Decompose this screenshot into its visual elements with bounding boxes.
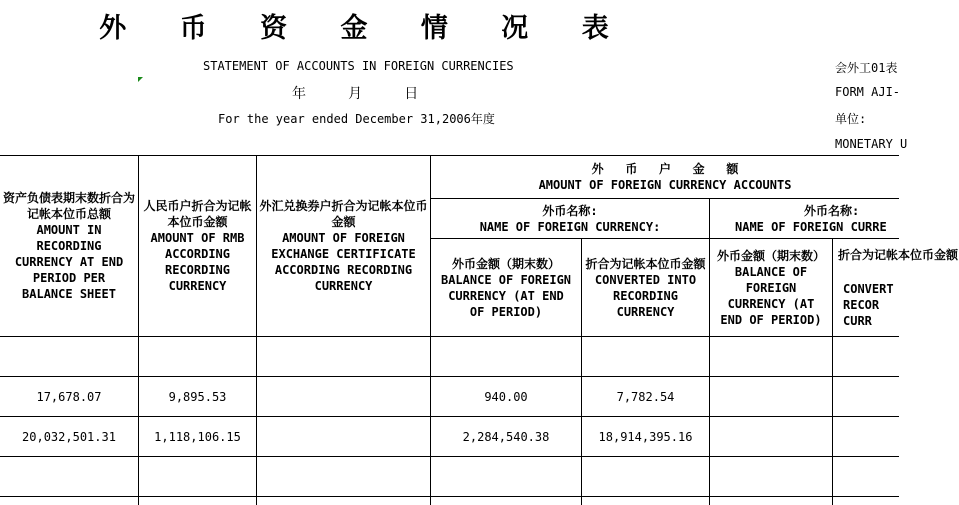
cell-fec-amount[interactable]	[257, 337, 430, 376]
header-currency-name-2-en: NAME OF FOREIGN CURRE	[735, 220, 887, 234]
cell-fc-converted-2[interactable]	[833, 337, 899, 376]
header-currency-name-1	[431, 199, 709, 238]
cell-fc-balance-1[interactable]	[431, 337, 581, 376]
cell-fc-balance-1[interactable]: 2,284,540.38	[462, 429, 550, 444]
cell-fc-balance-2[interactable]	[710, 417, 832, 456]
cell-fc-balance-1[interactable]: 940.00	[484, 389, 528, 404]
header-converted-1-en: CONVERTED INTO RECORDING CURRENCY	[594, 272, 697, 319]
cell-total-amount[interactable]: 17,678.07	[36, 389, 102, 404]
cell-comment-marker	[138, 77, 143, 82]
cell-rmb-amount[interactable]	[139, 457, 256, 496]
cell-fec-amount[interactable]	[257, 377, 430, 416]
cell-fc-balance-2[interactable]	[710, 337, 832, 376]
cell-fec-amount[interactable]	[257, 417, 430, 456]
cell-total-amount[interactable]	[0, 337, 138, 376]
form-number: 会外工01表	[835, 61, 898, 75]
cell-fc-converted-2[interactable]	[833, 457, 899, 496]
header-balance-1-en: BALANCE OF FOREIGN CURRENCY (AT END OF PERIOD)	[440, 272, 572, 319]
unit-label: 单位:	[835, 112, 867, 126]
page-title: 外 币 资 金 情 况 表	[99, 13, 631, 44]
header-fec-amount-cn: 外汇兑换券户折合为记帐本位币金额	[259, 199, 428, 229]
header-rmb-amount	[139, 156, 256, 336]
header-balance-1-cn: 外币金额（期末数）	[451, 256, 560, 271]
header-fc-group-cn: 外 币 户 金 额	[591, 162, 739, 176]
header-balance-2-cn: 外币金额（期末数）	[716, 248, 825, 263]
header-converted-2	[833, 239, 958, 336]
cell-fc-converted-2[interactable]	[833, 377, 899, 416]
cell-fc-converted-1[interactable]	[582, 457, 709, 496]
header-rmb-amount-en: AMOUNT OF RMB ACCORDING RECORDING CURRENCY	[150, 231, 245, 293]
header-converted-1	[582, 239, 709, 336]
header-foreign-currency-group	[431, 156, 899, 198]
cell-rmb-amount[interactable]: 9,895.53	[168, 389, 227, 404]
cell-fc-balance-1[interactable]	[431, 457, 581, 496]
cell-fec-amount[interactable]	[257, 457, 430, 496]
cell-rmb-amount[interactable]	[139, 337, 256, 376]
cell-fc-converted-1[interactable]: 18,914,395.16	[598, 429, 693, 444]
header-rmb-amount-cn: 人民币户折合为记帐本位币金额	[143, 199, 252, 229]
subtitle-en: STATEMENT OF ACCOUNTS IN FOREIGN CURRENCIES	[203, 59, 514, 73]
header-balance-2	[710, 239, 832, 336]
header-converted-2-cn: 折合为记帐本位币金额	[837, 248, 958, 262]
header-fec-amount	[257, 156, 430, 336]
header-currency-name-2-cn: 外币名称:	[804, 204, 860, 218]
header-converted-2-en: CONVERT RECOR CURR	[843, 282, 894, 328]
header-fec-amount-en: AMOUNT OF FOREIGN EXCHANGE CERTIFICATE ACCORDING RECORDING CURRENCY	[271, 231, 416, 293]
cell-fc-converted-1[interactable]	[582, 337, 709, 376]
header-balance-2-en: BALANCE OF FOREIGN CURRENCY (AT END OF PERIOD)	[720, 264, 822, 327]
header-balance-1	[431, 239, 581, 336]
cell-fc-converted-2[interactable]	[833, 417, 899, 456]
cell-fc-balance-2[interactable]	[710, 457, 832, 496]
cell-total-amount[interactable]: 20,032,501.31	[22, 429, 116, 444]
header-total-amount-en: AMOUNT IN RECORDING CURRENCY AT END PERIOD PER BALANCE SHEET	[14, 223, 124, 301]
header-currency-name-2	[710, 199, 899, 238]
cell-fc-balance-2[interactable]	[710, 377, 832, 416]
header-total-amount-cn: 资产负债表期末数折合为记帐本位币总额	[2, 191, 135, 221]
header-converted-1-cn: 折合为记帐本位币金额	[585, 256, 706, 271]
cell-fc-converted-1[interactable]: 7,782.54	[616, 389, 675, 404]
form-code: FORM AJI-	[835, 85, 901, 99]
monetary-unit-label: MONETARY U	[835, 137, 908, 151]
fiscal-year-line: For the year ended December 31,2006年度	[218, 112, 495, 126]
header-total-amount	[0, 156, 138, 336]
header-currency-name-cn: 外币名称:	[542, 203, 598, 218]
cell-rmb-amount[interactable]: 1,118,106.15	[154, 429, 241, 444]
cell-total-amount[interactable]	[0, 457, 138, 496]
date-line: 年 月 日	[292, 86, 419, 102]
header-fc-group-en: AMOUNT OF FOREIGN CURRENCY ACCOUNTS	[538, 178, 792, 192]
header-currency-name-en: NAME OF FOREIGN CURRENCY:	[479, 219, 661, 234]
